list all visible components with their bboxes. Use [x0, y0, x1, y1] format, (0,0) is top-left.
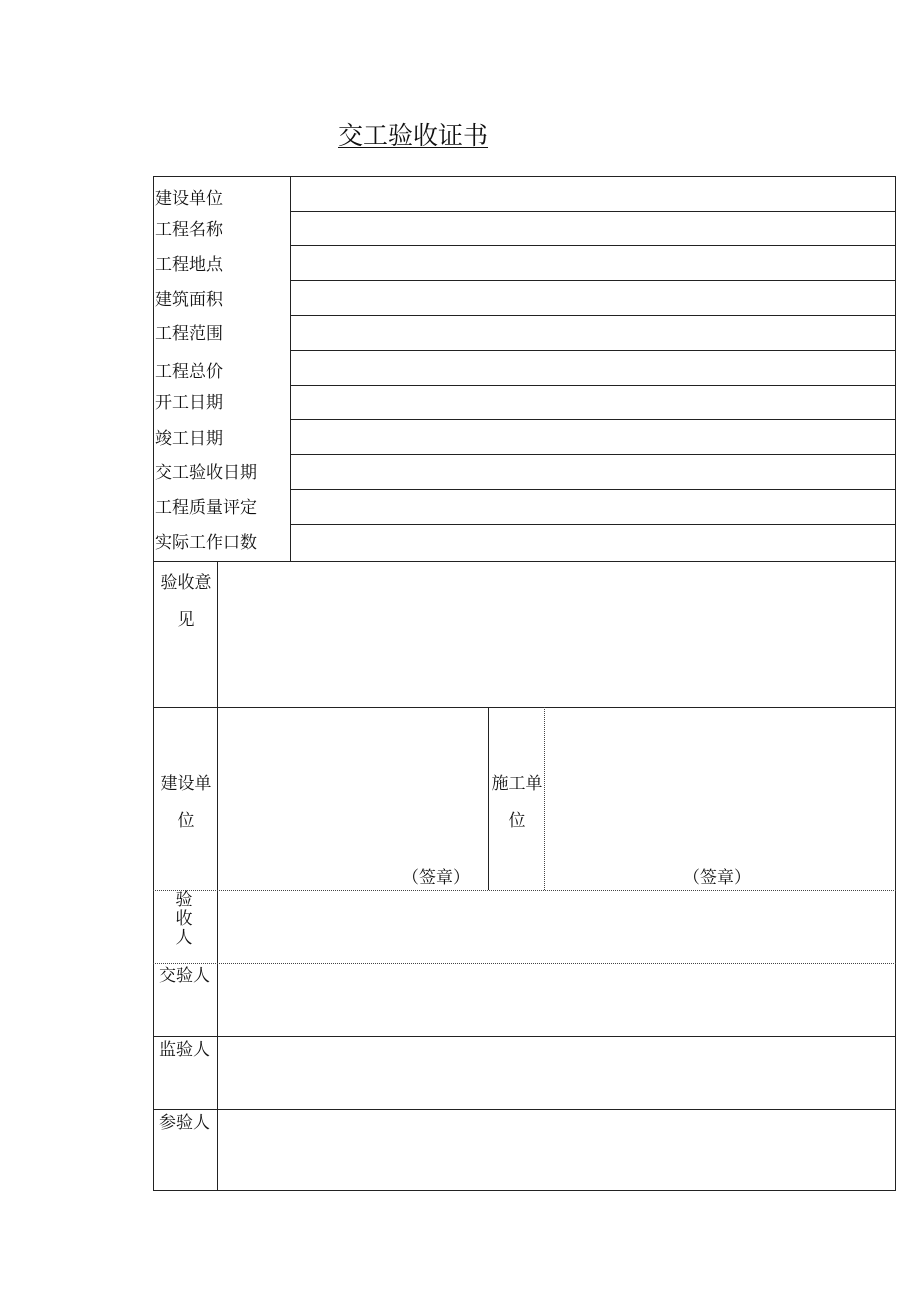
value-supervisor[interactable]: [219, 1038, 893, 1108]
label-builder-unit-sign: 建设单位: [160, 774, 212, 831]
label-start-date: 开工日期: [155, 393, 223, 413]
label-project-name: 工程名称: [155, 220, 223, 240]
label-participant: 参验人: [159, 1113, 210, 1133]
label-column-divider: [290, 176, 291, 561]
section-divider: [153, 1109, 896, 1110]
section-divider: [153, 890, 896, 891]
section-divider: [153, 707, 896, 708]
contractor-signature-area[interactable]: [546, 709, 893, 889]
label-completion-date: 竣工日期: [155, 429, 223, 449]
row-divider: [290, 524, 896, 525]
value-total-cost[interactable]: [292, 352, 893, 384]
value-project-name[interactable]: [292, 213, 893, 244]
section-divider: [153, 1036, 896, 1037]
label-total-cost: 工程总价: [155, 362, 223, 382]
value-builder-unit[interactable]: [292, 178, 893, 210]
section-divider: [153, 561, 896, 562]
row-divider: [290, 419, 896, 420]
row-divider: [290, 245, 896, 246]
value-start-date[interactable]: [292, 387, 893, 418]
label-acceptor: 验收人: [175, 890, 193, 948]
label-project-scope: 工程范围: [155, 324, 223, 344]
border-left: [153, 176, 154, 1191]
lower-label-column-divider: [217, 561, 218, 1191]
label-handover-person: 交验人: [159, 966, 210, 986]
row-divider: [290, 489, 896, 490]
contractor-seal-label: （签章）: [683, 868, 751, 888]
row-divider: [290, 454, 896, 455]
value-acceptor[interactable]: [219, 892, 893, 962]
label-building-area: 建筑面积: [155, 290, 223, 310]
value-building-area[interactable]: [292, 282, 893, 314]
value-project-scope[interactable]: [292, 317, 893, 349]
row-divider: [290, 350, 896, 351]
label-supervisor: 监验人: [159, 1040, 210, 1060]
value-completion-date[interactable]: [292, 421, 893, 453]
page-title: 交工验收证书: [338, 121, 489, 150]
value-handover-date[interactable]: [292, 456, 893, 488]
label-quality-rating: 工程质量评定: [155, 498, 257, 518]
label-handover-date: 交工验收日期: [155, 463, 257, 483]
label-project-location: 工程地点: [155, 255, 223, 275]
row-divider: [290, 385, 896, 386]
label-contractor-unit: 施工单位: [491, 774, 543, 831]
value-handover-person[interactable]: [219, 965, 893, 1035]
row-divider: [290, 315, 896, 316]
border-right: [895, 176, 896, 1191]
row-divider: [290, 280, 896, 281]
value-acceptance-opinion[interactable]: [219, 563, 893, 706]
builder-signature-area[interactable]: [219, 709, 486, 889]
value-participant[interactable]: [219, 1111, 893, 1188]
label-acceptance-opinion: 验收意见: [160, 573, 212, 630]
row-divider: [290, 211, 896, 212]
value-quality-rating[interactable]: [292, 491, 893, 523]
certificate-form: [153, 176, 896, 1191]
label-actual-workdays: 实际工作口数: [155, 533, 257, 553]
builder-seal-label: （签章）: [402, 868, 470, 888]
border-top: [153, 176, 896, 177]
border-bottom: [153, 1190, 896, 1191]
section-divider: [153, 963, 896, 964]
label-builder-unit: 建设单位: [155, 189, 223, 209]
value-project-location[interactable]: [292, 247, 893, 279]
value-actual-workdays[interactable]: [292, 526, 893, 560]
